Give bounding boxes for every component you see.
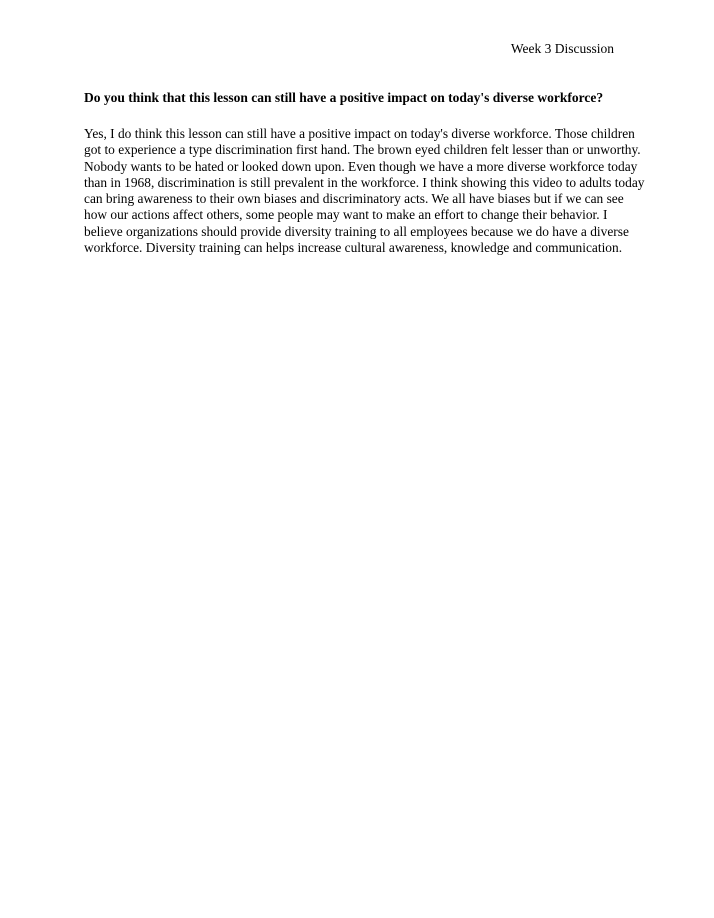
discussion-question: Do you think that this lesson can still have a positive impact on today's diverse workforce?	[84, 90, 604, 105]
page-header-title: Week 3 Discussion	[510, 41, 614, 56]
answer-line: than in 1968, discrimination is still prevalent in the workforce. I think showing this video to adults today	[84, 174, 645, 190]
answer-line: Nobody wants to be hated or looked down upon. Even though we have a more diverse workforce today	[84, 158, 638, 174]
answer-line: got to experience a type discrimination first hand. The brown eyed children felt lesser than or unworthy.	[84, 142, 641, 158]
answer-line: Yes, I do think this lesson can still have a positive impact on today's diverse workforce. Those children	[84, 126, 635, 141]
answer-line: can bring awareness to their own biases and discriminatory acts. We all have biases but if we can see	[84, 191, 624, 207]
answer-line: how our actions affect others, some people may want to make an effort to change their behavior. I	[84, 207, 608, 223]
discussion-answer	[84, 126, 684, 256]
answer-line: workforce. Diversity training can helps increase cultural awareness, knowledge and communication.	[84, 240, 623, 256]
answer-line: believe organizations should provide diversity training to all employees because we do have a diverse	[84, 223, 629, 239]
